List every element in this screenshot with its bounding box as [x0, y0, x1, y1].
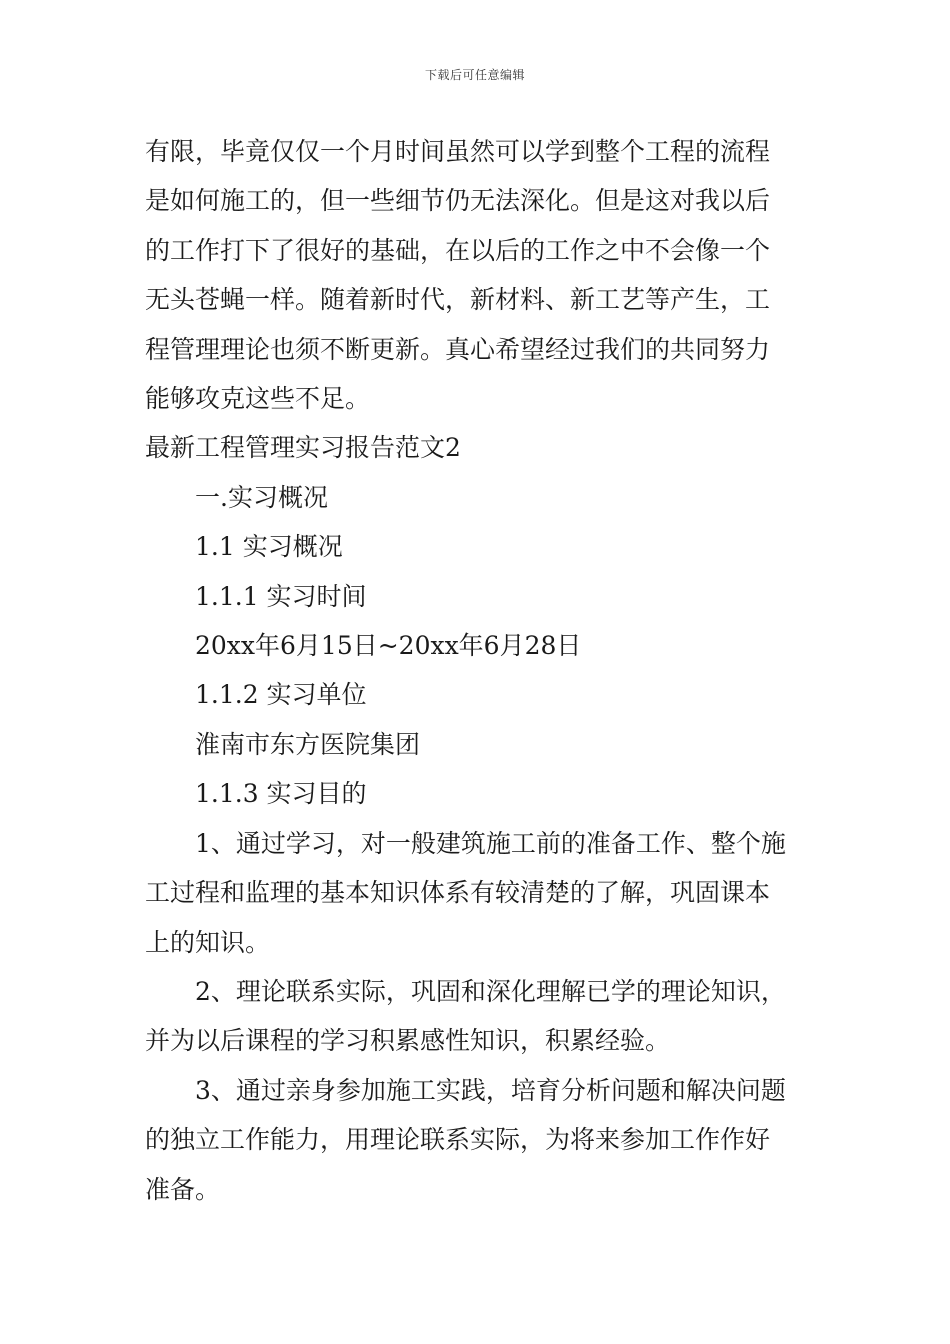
heading-line: 1.1.1 实习时间: [195, 581, 367, 611]
text-line: 上的知识。: [145, 927, 271, 957]
text-line: 3、通过亲身参加施工实践，培育分析问题和解决问题: [195, 1075, 786, 1105]
document-body: [145, 127, 810, 1214]
header-note: 下载后可任意编辑: [424, 68, 525, 82]
text-line: 20xx年6月15日~20xx年6月28日: [195, 631, 582, 661]
text-line: 的独立工作能力，用理论联系实际，为将来参加工作作好: [145, 1125, 771, 1155]
text-line: 准备。: [145, 1174, 221, 1204]
text-line: 的工作打下了很好的基础，在以后的工作之中不会像一个: [145, 235, 771, 265]
text-line: 能够攻克这些不足。: [145, 384, 371, 414]
text-line: 并为以后课程的学习积累感性知识，积累经验。: [145, 1026, 671, 1056]
heading-line: 1.1.2 实习单位: [195, 680, 367, 710]
text-line: 无头苍蝇一样。随着新时代，新材料、新工艺等产生，工: [145, 285, 771, 315]
heading-line: 1.1.3 实习目的: [195, 779, 367, 809]
text-line: 是如何施工的，但一些细节仍无法深化。但是这对我以后: [145, 186, 771, 216]
text-line: 程管理理论也须不断更新。真心希望经过我们的共同努力: [145, 334, 771, 364]
text-line: 淮南市东方医院集团: [195, 729, 421, 759]
text-line: 有限，毕竟仅仅一个月时间虽然可以学到整个工程的流程: [145, 137, 771, 166]
text-line: 2、理论联系实际，巩固和深化理解已学的理论知识，: [195, 976, 786, 1006]
heading-line: 1.1 实习概况: [195, 532, 343, 562]
text-line: 1、通过学习，对一般建筑施工前的准备工作、整个施: [195, 828, 786, 858]
heading-line: 一.实习概况: [195, 482, 328, 512]
text-line: 工过程和监理的基本知识体系有较清楚的了解，巩固课本: [145, 878, 771, 908]
section-title: 最新工程管理实习报告范文2: [145, 433, 461, 463]
